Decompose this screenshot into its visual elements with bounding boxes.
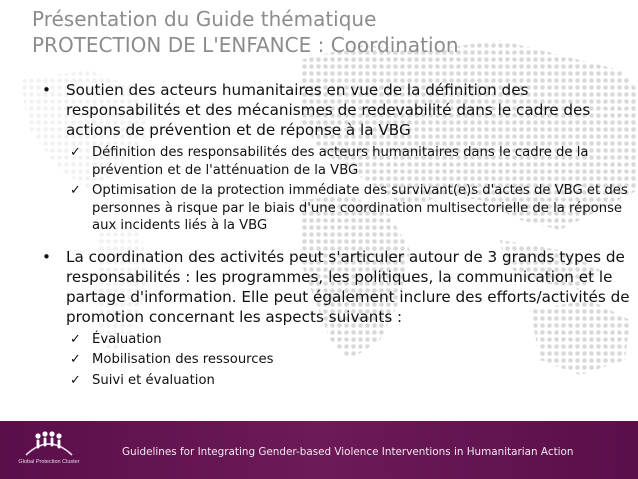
logo-text: Global Protection Cluster <box>18 459 80 465</box>
sub-item-text: Définition des responsabilités des acteurs humanitaires dans le cadre de la prévention et de l'atténuation de la VBG <box>92 145 589 178</box>
title-line-1: Présentation du Guide thématique <box>32 7 377 31</box>
bullet-1: • Soutien des acteurs humanitaires en vue de la définition des responsabilités et des mécanismes de redevabilité dans le cadre des actions de prévention et de réponse à la VBG <box>40 80 630 140</box>
title-line-2: PROTECTION DE L'ENFANCE : Coordination <box>32 33 459 57</box>
checkmark-icon: ✓ <box>70 372 81 388</box>
bullet-1-subitems <box>40 144 630 235</box>
list-item <box>70 372 630 390</box>
checkmark-icon: ✓ <box>70 352 81 367</box>
people-logo-icon <box>18 427 80 459</box>
sub-item-text: Évaluation <box>92 331 162 347</box>
list-item <box>70 351 630 369</box>
sub-item-text: Mobilisation des ressources <box>92 352 274 367</box>
checkmark-icon: ✓ <box>70 145 81 160</box>
global-protection-cluster-logo <box>18 427 80 473</box>
footer-caption: Guidelines for Integrating Gender-based Violence Interventions in Humanitarian Action <box>122 446 574 458</box>
slide-content <box>40 80 630 392</box>
checkmark-icon: ✓ <box>70 183 81 198</box>
checkmark-icon: ✓ <box>70 331 81 347</box>
list-item <box>70 182 630 235</box>
footer-bar <box>0 421 638 479</box>
sub-item-text: Optimisation de la protection immédiate des survivant(e)s d'actes de VBG et des personnes à risque par le biais d'une coordination multisectorielle de la réponse aux incidents liés à la VBG <box>92 183 628 233</box>
slide-title <box>32 6 459 58</box>
list-item <box>70 144 630 179</box>
list-item <box>70 331 630 349</box>
bullet-2-subitems <box>40 331 630 390</box>
sub-item-text: Suivi et évaluation <box>92 372 215 388</box>
bullet-2: • La coordination des activités peut s'articuler autour de 3 grands types de responsabilités : les programmes, les politiques, la communication et le partage d'information. Elle peut également inclure des efforts/activités de promotion concernant les aspects suivants : <box>40 247 630 327</box>
